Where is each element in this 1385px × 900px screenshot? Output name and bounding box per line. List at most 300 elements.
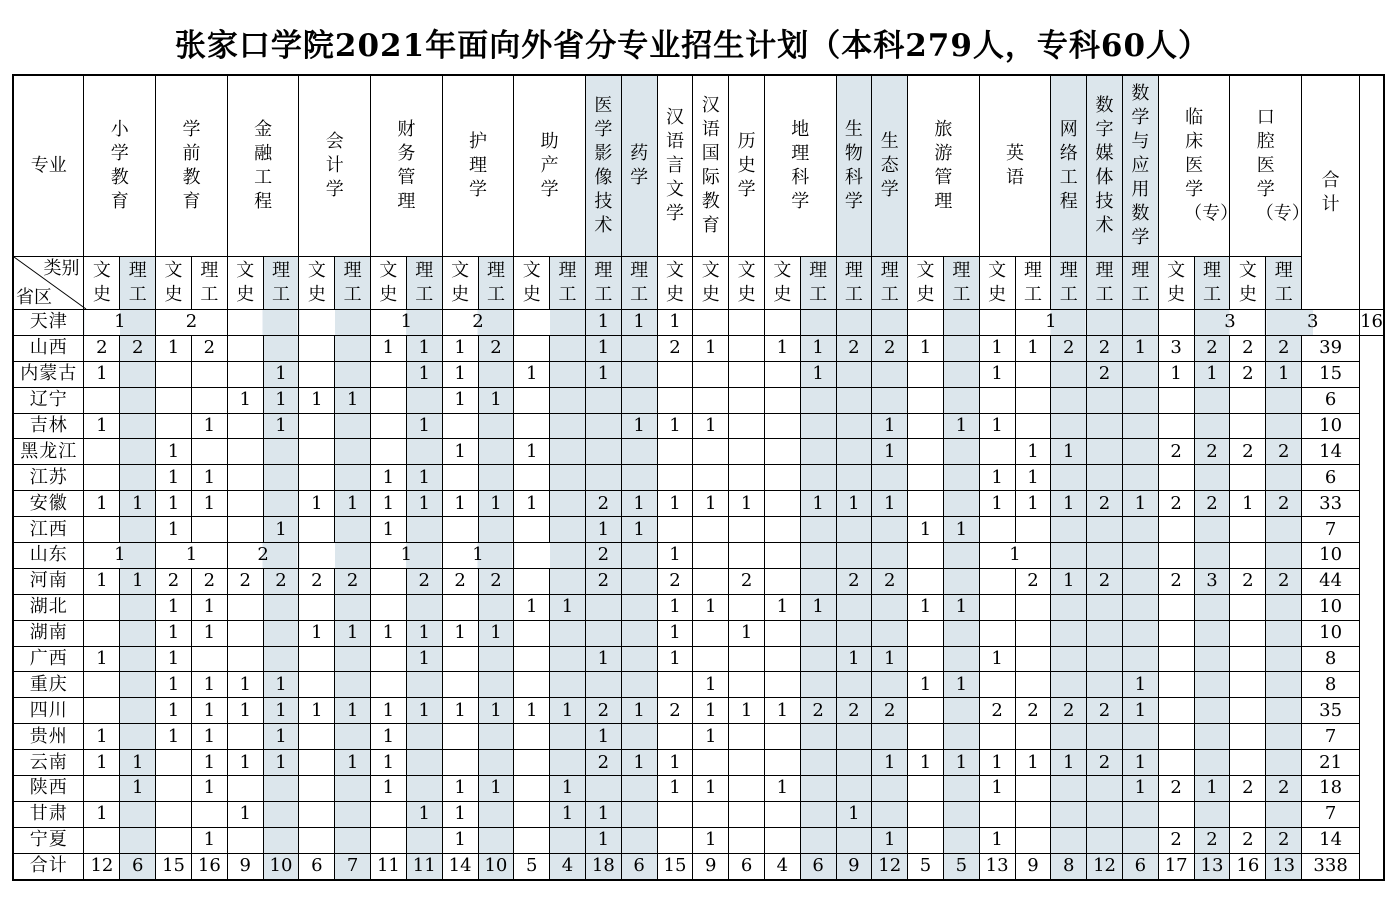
table-cell — [84, 517, 120, 543]
table-row — [13, 776, 1384, 802]
table-cell — [335, 672, 371, 698]
table-row — [13, 517, 1384, 543]
row-total: 6 — [1302, 465, 1360, 491]
table-cell: 1 — [442, 698, 478, 724]
table-cell — [729, 776, 765, 802]
major-header-cell — [156, 75, 228, 257]
table-cell: 1 — [406, 620, 442, 646]
table-row — [13, 698, 1384, 724]
table-cell: 1 — [1051, 568, 1087, 594]
table-cell: 1 — [84, 491, 120, 517]
table-cell — [1122, 801, 1158, 827]
table-cell: 1 — [585, 361, 621, 387]
type-name: 文史 — [451, 260, 470, 305]
table-cell — [1230, 620, 1266, 646]
major-name: 生物科学 — [844, 119, 863, 212]
table-cell — [872, 543, 908, 569]
table-cell: 1 — [693, 672, 729, 698]
table-cell — [1122, 594, 1158, 620]
table-cell — [908, 776, 944, 802]
table-cell: 1 — [872, 646, 908, 672]
major-name: 历史学 — [737, 131, 756, 200]
table-cell: 1 — [1122, 776, 1158, 802]
table-cell — [156, 776, 192, 802]
row-total: 7 — [1302, 517, 1360, 543]
table-cell — [1051, 517, 1087, 543]
table-cell: 2 — [800, 698, 836, 724]
table-cell — [191, 361, 227, 387]
table-cell: 1 — [979, 776, 1015, 802]
table-cell — [729, 543, 765, 569]
table-cell: 1 — [693, 491, 729, 517]
table-cell — [227, 594, 263, 620]
table-cell — [657, 387, 693, 413]
table-cell — [263, 491, 299, 517]
table-cell: 1 — [478, 776, 514, 802]
type-name: 文史 — [916, 260, 935, 305]
major-name: 护理学 — [469, 131, 488, 200]
table-cell — [514, 646, 550, 672]
table-cell — [800, 387, 836, 413]
table-cell: 1 — [263, 361, 299, 387]
table-cell — [729, 750, 765, 776]
table-cell: 1 — [943, 413, 979, 439]
type-header-row — [13, 257, 1384, 310]
row-total: 10 — [1302, 413, 1360, 439]
table-cell — [1194, 672, 1230, 698]
table-cell: 1 — [84, 568, 120, 594]
table-cell — [227, 310, 299, 336]
table-cell — [84, 620, 120, 646]
table-cell: 1 — [227, 698, 263, 724]
table-cell — [478, 827, 514, 853]
table-cell: 1 — [1015, 310, 1087, 336]
table-cell — [1015, 646, 1051, 672]
table-cell — [227, 465, 263, 491]
type-name: 理工 — [1131, 260, 1150, 305]
type-header-cell — [442, 257, 478, 310]
table-cell — [621, 543, 657, 569]
table-row — [13, 620, 1384, 646]
table-cell: 1 — [800, 335, 836, 361]
table-cell — [764, 646, 800, 672]
province-name: 河南 — [13, 568, 84, 594]
table-cell — [227, 491, 263, 517]
type-name: 理工 — [880, 260, 899, 305]
table-cell — [550, 672, 586, 698]
table-cell — [1122, 465, 1158, 491]
table-cell — [1087, 827, 1123, 853]
table-cell: 2 — [1087, 750, 1123, 776]
table-cell — [335, 361, 371, 387]
table-cell: 1 — [370, 310, 442, 336]
table-cell — [836, 387, 872, 413]
type-header-cell — [299, 257, 335, 310]
table-cell: 2 — [299, 568, 335, 594]
table-cell — [84, 387, 120, 413]
table-cell: 1 — [979, 491, 1015, 517]
table-cell — [621, 827, 657, 853]
type-name: 理工 — [1203, 260, 1221, 305]
table-cell: 1 — [299, 698, 335, 724]
table-cell — [1122, 568, 1158, 594]
table-cell: 2 — [585, 568, 621, 594]
table-cell — [657, 827, 693, 853]
table-cell — [1015, 413, 1051, 439]
table-cell — [943, 776, 979, 802]
table-cell — [1015, 776, 1051, 802]
table-cell: 1 — [729, 491, 765, 517]
table-cell — [335, 517, 371, 543]
table-cell — [263, 801, 299, 827]
type-header-cell — [191, 257, 227, 310]
table-cell: 1 — [514, 491, 550, 517]
table-cell: 1 — [442, 361, 478, 387]
row-total: 14 — [1302, 827, 1360, 853]
table-cell: 2 — [1015, 568, 1051, 594]
table-cell — [514, 672, 550, 698]
table-cell — [299, 672, 335, 698]
type-header-cell — [156, 257, 192, 310]
table-cell: 2 — [478, 335, 514, 361]
table-cell: 2 — [836, 568, 872, 594]
table-cell — [442, 672, 478, 698]
table-cell — [1230, 750, 1266, 776]
major-header-cell — [514, 75, 586, 257]
table-cell — [764, 801, 800, 827]
table-cell — [120, 465, 156, 491]
table-cell: 1 — [84, 724, 120, 750]
table-cell: 3 — [1194, 568, 1230, 594]
table-cell: 17 — [1158, 853, 1194, 879]
table-cell: 1 — [478, 387, 514, 413]
table-cell — [156, 361, 192, 387]
table-cell — [693, 620, 729, 646]
table-cell — [227, 517, 263, 543]
table-cell — [1122, 517, 1158, 543]
table-cell: 1 — [872, 491, 908, 517]
table-cell: 2 — [1266, 827, 1302, 853]
major-name: 英语 — [1006, 143, 1025, 188]
table-cell: 1 — [693, 724, 729, 750]
table-cell — [908, 491, 944, 517]
major-header-cell — [621, 75, 657, 257]
type-name: 文史 — [701, 260, 720, 305]
type-header-cell — [729, 257, 765, 310]
table-cell — [1230, 801, 1266, 827]
table-cell — [1266, 672, 1302, 698]
table-cell: 2 — [227, 543, 299, 569]
table-cell: 1 — [621, 491, 657, 517]
table-cell — [800, 543, 836, 569]
table-cell — [1266, 801, 1302, 827]
table-cell: 6 — [120, 853, 156, 879]
type-name: 文史 — [988, 260, 1007, 305]
table-cell — [764, 827, 800, 853]
table-cell — [299, 465, 335, 491]
type-header-cell — [335, 257, 371, 310]
table-cell — [550, 517, 586, 543]
table-cell — [1158, 465, 1194, 491]
table-cell — [1158, 750, 1194, 776]
type-name: 理工 — [844, 260, 863, 305]
table-cell: 2 — [1230, 568, 1266, 594]
table-cell: 1 — [191, 698, 227, 724]
table-cell — [979, 620, 1015, 646]
table-cell: 2 — [657, 335, 693, 361]
table-row — [13, 827, 1384, 853]
table-cell — [550, 491, 586, 517]
table-cell — [370, 439, 406, 465]
table-cell — [729, 387, 765, 413]
table-cell — [621, 335, 657, 361]
table-cell — [836, 517, 872, 543]
row-total: 8 — [1302, 672, 1360, 698]
table-cell: 1 — [1051, 491, 1087, 517]
table-cell: 1 — [370, 335, 406, 361]
table-cell — [335, 801, 371, 827]
major-name: 金融工程 — [254, 119, 273, 212]
table-cell — [800, 750, 836, 776]
type-header-cell — [836, 257, 872, 310]
table-cell — [120, 827, 156, 853]
table-cell — [1122, 543, 1158, 569]
table-cell: 1 — [263, 413, 299, 439]
table-cell — [406, 672, 442, 698]
table-cell: 2 — [585, 698, 621, 724]
province-name: 湖北 — [13, 594, 84, 620]
table-cell — [120, 594, 156, 620]
table-cell — [657, 724, 693, 750]
table-cell — [908, 646, 944, 672]
table-cell — [979, 387, 1015, 413]
table-cell: 1 — [800, 594, 836, 620]
table-cell — [1051, 361, 1087, 387]
table-cell: 2 — [335, 568, 371, 594]
table-cell: 2 — [836, 698, 872, 724]
table-cell: 1 — [943, 672, 979, 698]
table-cell: 1 — [550, 594, 586, 620]
table-cell: 2 — [1230, 827, 1266, 853]
table-cell: 1 — [370, 517, 406, 543]
major-name: 口腔医学（专） — [1255, 107, 1310, 224]
province-name: 安徽 — [13, 491, 84, 517]
type-name: 理工 — [1095, 260, 1114, 305]
table-cell: 1 — [442, 543, 514, 569]
table-cell — [1087, 620, 1123, 646]
table-cell: 1 — [406, 465, 442, 491]
province-name: 江西 — [13, 517, 84, 543]
table-cell — [764, 568, 800, 594]
major-header-row — [13, 75, 1384, 257]
table-cell: 1 — [442, 439, 478, 465]
table-cell — [908, 698, 944, 724]
table-cell: 2 — [406, 568, 442, 594]
table-cell — [1087, 517, 1123, 543]
row-total: 7 — [1302, 801, 1360, 827]
table-cell — [729, 594, 765, 620]
table-cell — [335, 646, 371, 672]
table-cell — [800, 672, 836, 698]
table-cell — [227, 646, 263, 672]
table-cell: 2 — [227, 568, 263, 594]
table-cell — [943, 646, 979, 672]
table-cell — [943, 465, 979, 491]
table-row — [13, 724, 1384, 750]
table-cell — [120, 439, 156, 465]
table-cell — [764, 361, 800, 387]
table-cell — [800, 310, 836, 336]
table-cell: 2 — [1194, 335, 1230, 361]
table-cell — [1122, 620, 1158, 646]
table-cell: 5 — [514, 853, 550, 879]
table-cell — [729, 724, 765, 750]
table-cell: 1 — [1158, 361, 1194, 387]
table-cell — [156, 827, 192, 853]
table-cell — [764, 672, 800, 698]
table-cell: 1 — [585, 517, 621, 543]
table-cell — [1051, 724, 1087, 750]
table-cell: 1 — [979, 750, 1015, 776]
table-cell — [406, 750, 442, 776]
row-total: 7 — [1302, 724, 1360, 750]
table-cell: 5 — [943, 853, 979, 879]
table-cell: 7 — [335, 853, 371, 879]
table-cell — [335, 413, 371, 439]
table-cell: 1 — [621, 310, 657, 336]
table-cell: 8 — [1051, 853, 1087, 879]
table-cell — [800, 646, 836, 672]
table-cell: 1 — [585, 310, 621, 336]
table-cell — [299, 310, 371, 336]
table-cell — [406, 439, 442, 465]
table-cell — [370, 801, 406, 827]
table-cell: 1 — [693, 827, 729, 853]
table-cell: 1 — [84, 361, 120, 387]
table-cell — [478, 724, 514, 750]
table-cell — [764, 620, 800, 646]
table-cell — [84, 776, 120, 802]
table-row — [13, 646, 1384, 672]
province-name: 江苏 — [13, 465, 84, 491]
type-name: 文史 — [92, 260, 111, 305]
table-cell — [406, 776, 442, 802]
table-cell: 1 — [979, 543, 1051, 569]
table-cell — [227, 620, 263, 646]
table-cell — [836, 750, 872, 776]
table-cell — [1158, 724, 1194, 750]
table-cell: 2 — [442, 568, 478, 594]
major-name: 学前教育 — [182, 119, 201, 212]
table-cell — [1122, 387, 1158, 413]
table-cell — [693, 750, 729, 776]
table-cell: 12 — [84, 853, 120, 879]
type-header-cell — [943, 257, 979, 310]
table-cell: 1 — [979, 827, 1015, 853]
table-cell: 2 — [1158, 439, 1194, 465]
table-cell — [764, 543, 800, 569]
table-cell: 1 — [156, 491, 192, 517]
table-cell: 9 — [836, 853, 872, 879]
table-cell — [120, 413, 156, 439]
table-cell: 2 — [979, 698, 1015, 724]
table-cell: 1 — [585, 801, 621, 827]
table-cell — [1158, 672, 1194, 698]
table-cell: 2 — [1194, 827, 1230, 853]
diagonal-header-cell — [13, 257, 84, 310]
table-cell: 1 — [406, 335, 442, 361]
table-cell — [657, 801, 693, 827]
table-cell — [191, 439, 227, 465]
table-cell — [872, 620, 908, 646]
table-cell — [908, 361, 944, 387]
table-cell: 1 — [370, 750, 406, 776]
table-cell — [514, 827, 550, 853]
table-cell: 4 — [550, 853, 586, 879]
table-row — [13, 801, 1384, 827]
table-cell — [1051, 594, 1087, 620]
table-cell — [1266, 646, 1302, 672]
table-cell — [550, 439, 586, 465]
table-cell: 2 — [1087, 568, 1123, 594]
table-cell — [764, 387, 800, 413]
table-cell — [1158, 517, 1194, 543]
table-cell — [299, 827, 335, 853]
table-row — [13, 568, 1384, 594]
table-cell: 1 — [370, 698, 406, 724]
table-cell — [478, 517, 514, 543]
table-cell — [1230, 517, 1266, 543]
type-header-cell — [1122, 257, 1158, 310]
table-cell — [1230, 594, 1266, 620]
table-cell: 1 — [979, 413, 1015, 439]
table-row — [13, 853, 1384, 879]
row-total: 6 — [1302, 387, 1360, 413]
table-cell: 6 — [729, 853, 765, 879]
table-cell: 1 — [908, 517, 944, 543]
table-cell — [478, 801, 514, 827]
province-name: 陕西 — [13, 776, 84, 802]
table-cell — [585, 620, 621, 646]
type-header-cell — [1194, 257, 1230, 310]
table-cell: 1 — [657, 310, 693, 336]
table-cell — [943, 491, 979, 517]
type-name: 文史 — [164, 260, 183, 305]
table-cell — [979, 439, 1015, 465]
table-cell — [550, 620, 586, 646]
table-cell: 1 — [406, 698, 442, 724]
table-cell — [943, 698, 979, 724]
table-cell: 1 — [1194, 776, 1230, 802]
table-cell: 1 — [156, 672, 192, 698]
table-cell — [227, 413, 263, 439]
table-cell — [657, 517, 693, 543]
table-cell: 1 — [943, 517, 979, 543]
major-name: 数字媒体技术 — [1095, 95, 1114, 236]
table-cell — [406, 517, 442, 543]
major-name: 生态学 — [880, 131, 899, 200]
table-cell: 1 — [872, 827, 908, 853]
table-cell: 2 — [872, 335, 908, 361]
table-cell — [908, 724, 944, 750]
table-cell — [621, 646, 657, 672]
table-cell: 1 — [156, 517, 192, 543]
major-header-cell — [1087, 75, 1123, 257]
table-cell: 1 — [442, 801, 478, 827]
table-cell — [1194, 543, 1230, 569]
table-cell: 1 — [84, 310, 156, 336]
table-cell — [514, 750, 550, 776]
